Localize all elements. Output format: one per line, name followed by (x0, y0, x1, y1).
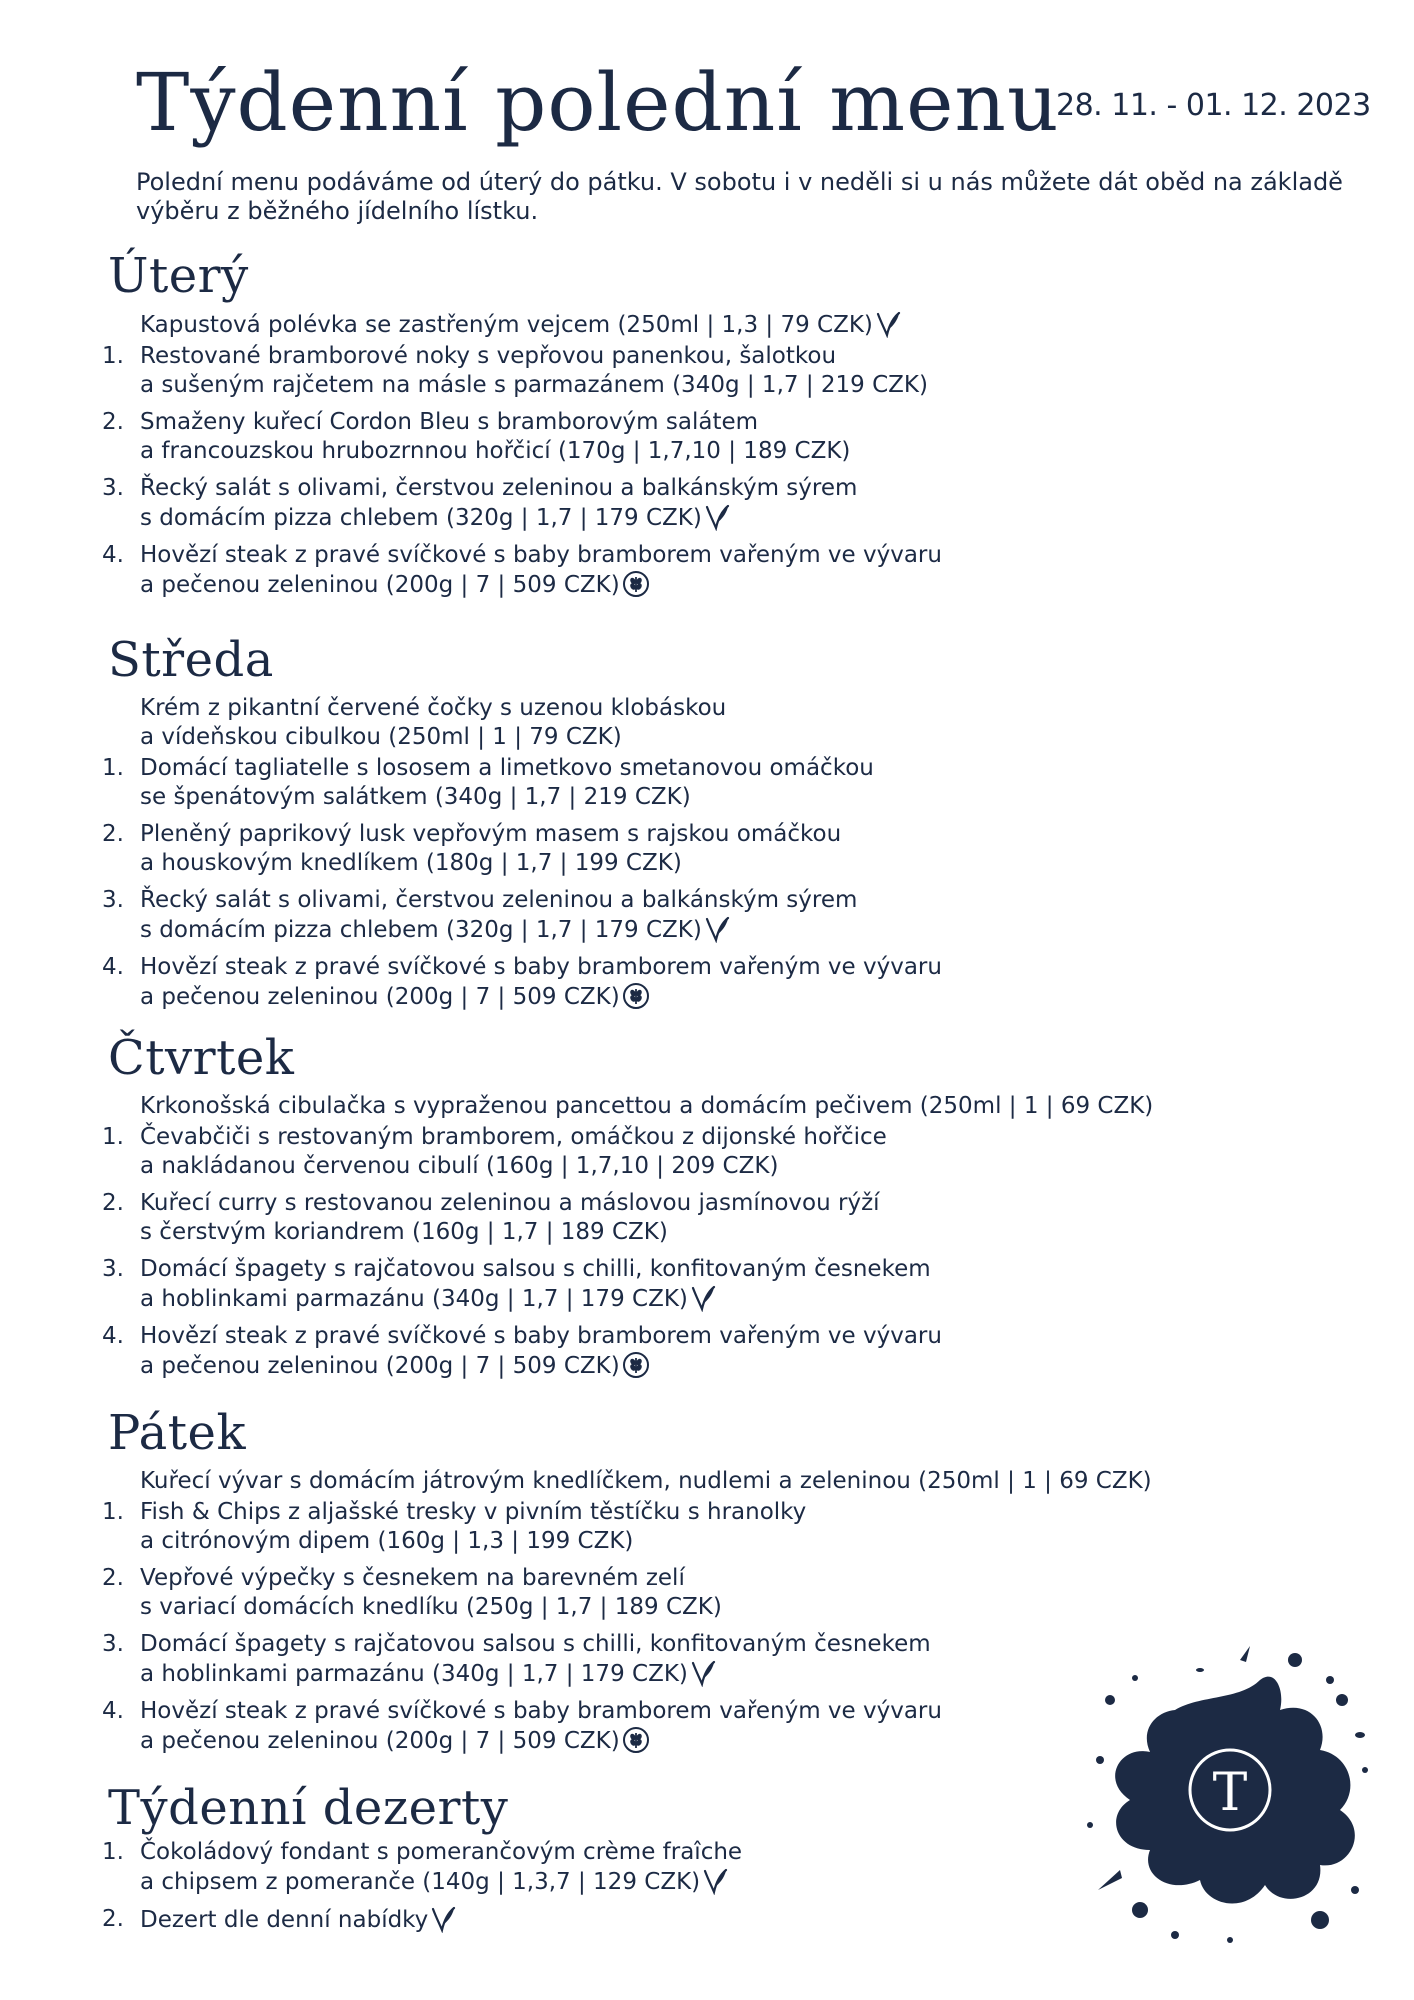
item-line (140, 1322, 1328, 1351)
item-text: Hovězí steak z pravé svíčkové s baby bramborem vařeným ve vývaru (140, 1323, 942, 1349)
menu-item (102, 1498, 1328, 1556)
vegetarian-leaf-icon (702, 1867, 728, 1895)
item-text: a chipsem z pomeranče (140g | 1,3,7 | 129 CZK) (140, 1869, 701, 1895)
item-line (140, 754, 1328, 783)
soup-line (140, 310, 1328, 340)
soup-line (140, 694, 1328, 723)
soup-item (140, 1467, 1328, 1496)
vegetarian-leaf-icon (704, 915, 730, 943)
menu-item (102, 1123, 1328, 1181)
day-heading: Středa (108, 632, 274, 688)
item-line (140, 437, 1328, 466)
item-number: 2. (102, 1906, 124, 1932)
menu-list (102, 754, 1328, 1012)
gluten-free-icon (622, 1351, 650, 1379)
item-text: Čevabčiči s restovaným bramborem, omáčkou z dijonské hořčice (140, 1124, 887, 1150)
menu-item (102, 953, 1328, 1012)
item-line (140, 371, 1328, 400)
item-text: Řecký salát s olivami, čerstvou zeleninou a balkánským sýrem (140, 887, 858, 913)
item-number: 1. (102, 343, 124, 369)
soup-text: a vídeňskou cibulkou (250ml | 1 | 79 CZK) (140, 724, 622, 750)
day-section (102, 1030, 1328, 1389)
vegetarian-leaf-icon (875, 310, 901, 338)
item-line (140, 1123, 1328, 1152)
menu-item (102, 1189, 1328, 1247)
item-line (140, 1284, 1328, 1314)
day-heading: Pátek (108, 1405, 247, 1461)
item-line (140, 1152, 1328, 1181)
item-line (140, 886, 1328, 915)
item-line (140, 342, 1328, 371)
item-text: Hovězí steak z pravé svíčkové s baby bramborem vařeným ve vývaru (140, 954, 942, 980)
menu-list (102, 1123, 1328, 1381)
item-line (140, 1593, 1328, 1622)
soup-item (140, 1092, 1328, 1121)
item-line (140, 1255, 1328, 1284)
soup-text: Kuřecí vývar s domácím játrovým knedlíčkem, nudlemi a zeleninou (250ml | 1 | 69 CZK) (140, 1468, 1152, 1494)
menu-list (102, 342, 1328, 600)
item-line (140, 408, 1328, 437)
item-text: a hoblinkami parmazánu (340g | 1,7 | 179 CZK) (140, 1286, 688, 1312)
gluten-free-icon (622, 570, 650, 598)
gluten-free-icon (622, 982, 650, 1010)
item-text: a hoblinkami parmazánu (340g | 1,7 | 179 CZK) (140, 1661, 688, 1687)
item-line (140, 849, 1328, 878)
soup-line (140, 1467, 1328, 1496)
item-number: 2. (102, 1565, 124, 1591)
intro-text: Polední menu podáváme od úterý do pátku. V sobotu i v neděli si u nás můžete dát oběd na základě výběru z běžného jídelního lístku. (136, 168, 1343, 225)
item-number: 2. (102, 821, 124, 847)
day-heading: Týdenní dezerty (108, 1780, 509, 1836)
item-text: s domácím pizza chlebem (320g | 1,7 | 179 CZK) (140, 505, 702, 531)
item-text: Smaženy kuřecí Cordon Bleu s bramborovým salátem (140, 409, 759, 435)
item-number: 4. (102, 954, 124, 980)
item-line (140, 1189, 1328, 1218)
soup-line (140, 1092, 1328, 1121)
item-line (140, 570, 1328, 600)
item-line (140, 1218, 1328, 1247)
item-line (140, 1527, 1328, 1556)
item-text: Kuřecí curry s restovanou zeleninou a máslovou jasmínovou rýží (140, 1190, 880, 1216)
menu-item (102, 408, 1328, 466)
menu-item (102, 1255, 1328, 1314)
item-number: 3. (102, 475, 124, 501)
item-number: 4. (102, 1323, 124, 1349)
item-text: a houskovým knedlíkem (180g | 1,7 | 199 CZK) (140, 850, 682, 876)
item-text: Domácí špagety s rajčatovou salsou s chilli, konfitovaným česnekem (140, 1256, 931, 1282)
soup-item (140, 694, 1328, 752)
item-text: s čerstvým koriandrem (160g | 1,7 | 189 CZK) (140, 1219, 668, 1245)
item-line (140, 1498, 1328, 1527)
item-text: a nakládanou červenou cibulí (160g | 1,7,10 | 209 CZK) (140, 1153, 779, 1179)
item-text: Hovězí steak z pravé svíčkové s baby bramborem vařeným ve vývaru (140, 542, 942, 568)
menu-item (102, 886, 1328, 945)
item-line (140, 783, 1328, 812)
item-number: 3. (102, 1256, 124, 1282)
item-text: Fish & Chips z aljašské tresky v pivním těstíčku s hranolky (140, 1499, 807, 1525)
item-line (140, 820, 1328, 849)
day-section (102, 248, 1328, 608)
item-text: Hovězí steak z pravé svíčkové s baby bramborem vařeným ve vývaru (140, 1698, 942, 1724)
item-line (140, 915, 1328, 945)
item-text: a pečenou zeleninou (200g | 7 | 509 CZK) (140, 1728, 620, 1754)
item-number: 4. (102, 1698, 124, 1724)
item-text: a citrónovým dipem (160g | 1,3 | 199 CZK) (140, 1528, 634, 1554)
item-number: 1. (102, 1124, 124, 1150)
item-line (140, 1351, 1328, 1381)
menu-item (102, 1564, 1328, 1622)
soup-text: Krkonošská cibulačka s vypraženou pancettou a domácím pečivem (250ml | 1 | 69 CZK) (140, 1093, 1154, 1119)
menu-item (102, 754, 1328, 812)
soup-text: Krém z pikantní červené čočky s uzenou klobáskou (140, 695, 727, 721)
soup-item (140, 310, 1328, 340)
item-text: Řecký salát s olivami, čerstvou zeleninou a balkánským sýrem (140, 475, 858, 501)
logo-letter: T (1212, 1763, 1248, 1823)
page-title: Týdenní polední menu (136, 56, 1060, 149)
item-line (140, 503, 1328, 533)
item-text: Pleněný paprikový lusk vepřovým masem s rajskou omáčkou (140, 821, 842, 847)
item-text: s domácím pizza chlebem (320g | 1,7 | 179 CZK) (140, 917, 702, 943)
item-text: a pečenou zeleninou (200g | 7 | 509 CZK) (140, 572, 620, 598)
item-text: Vepřové výpečky s česnekem na barevném zelí (140, 1565, 685, 1591)
day-heading: Úterý (108, 248, 249, 304)
date-range: 28. 11. - 01. 12. 2023 (1056, 88, 1371, 123)
item-text: s variací domácích knedlíku (250g | 1,7 | 189 CZK) (140, 1594, 722, 1620)
item-number: 4. (102, 542, 124, 568)
vegetarian-leaf-icon (704, 503, 730, 531)
item-text: a pečenou zeleninou (200g | 7 | 509 CZK) (140, 1353, 620, 1379)
item-number: 3. (102, 887, 124, 913)
soup-text: Kapustová polévka se zastřeným vejcem (250ml | 1,3 | 79 CZK) (140, 312, 873, 338)
item-text: a francouzskou hrubozrnnou hořčicí (170g | 1,7,10 | 189 CZK) (140, 438, 851, 464)
soup-line (140, 723, 1328, 752)
menu-item (102, 820, 1328, 878)
vegetarian-leaf-icon (430, 1905, 456, 1933)
item-text: Čokoládový fondant s pomerančovým crème fraîche (140, 1839, 743, 1865)
item-number: 1. (102, 1499, 124, 1525)
menu-item (102, 474, 1328, 533)
item-number: 2. (102, 409, 124, 435)
item-text: Domácí tagliatelle s lososem a limetkovo smetanovou omáčkou (140, 755, 874, 781)
day-heading: Čtvrtek (108, 1030, 295, 1086)
item-line (140, 1564, 1328, 1593)
item-text: se špenátovým salátkem (340g | 1,7 | 219 CZK) (140, 784, 691, 810)
item-text: Domácí špagety s rajčatovou salsou s chilli, konfitovaným česnekem (140, 1631, 931, 1657)
item-number: 1. (102, 755, 124, 781)
vegetarian-leaf-icon (690, 1659, 716, 1687)
item-line (140, 982, 1328, 1012)
menu-item (102, 1322, 1328, 1381)
ink-splash-logo (1080, 1640, 1380, 1960)
day-section (102, 632, 1328, 1020)
item-text: a sušeným rajčetem na másle s parmazánem (340g | 1,7 | 219 CZK) (140, 372, 928, 398)
item-text: Restované bramborové noky s vepřovou panenkou, šalotkou (140, 343, 837, 369)
menu-item (102, 541, 1328, 600)
menu-item (102, 342, 1328, 400)
item-line (140, 953, 1328, 982)
item-number: 3. (102, 1631, 124, 1657)
item-number: 2. (102, 1190, 124, 1216)
item-line (140, 541, 1328, 570)
item-number: 1. (102, 1839, 124, 1865)
gluten-free-icon (622, 1726, 650, 1754)
item-line (140, 474, 1328, 503)
item-text: a pečenou zeleninou (200g | 7 | 509 CZK) (140, 984, 620, 1010)
item-text: Dezert dle denní nabídky (140, 1907, 429, 1933)
vegetarian-leaf-icon (690, 1284, 716, 1312)
